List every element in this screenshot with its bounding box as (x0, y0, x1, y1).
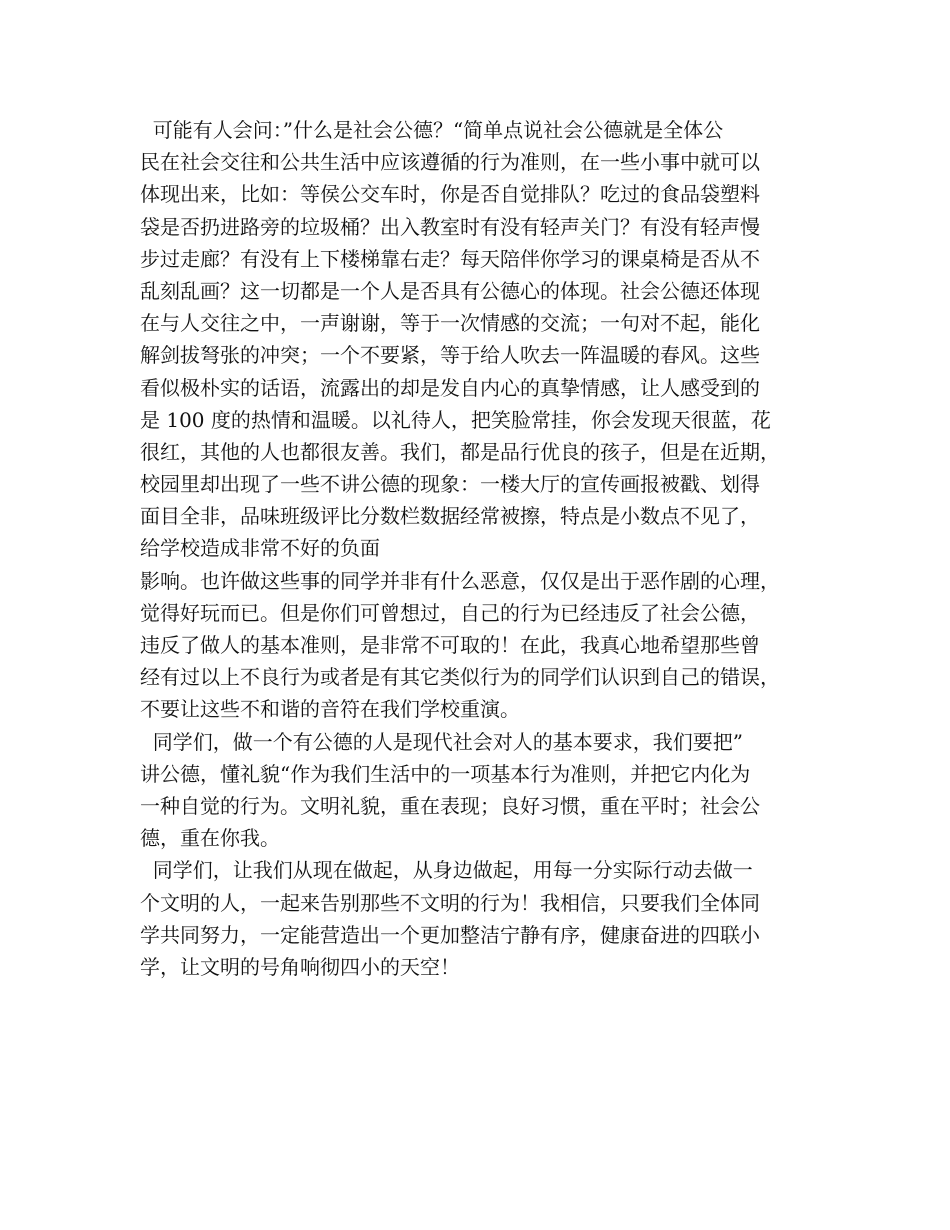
text-line: 学，让文明的号角响彻四小的天空！ (140, 954, 460, 979)
text-line: 讲公德，懂礼貌“作为我们生活中的一项基本行为准则，并把它内化为 (140, 761, 751, 786)
document-body (140, 114, 820, 983)
text-line: 民在社会交往和公共生活中应该遵循的行为准则，在一些小事中就可以 (140, 150, 760, 175)
text-line: 一种自觉的行为。文明礼貌，重在表现；良好习惯，重在平时；社会公 (140, 793, 760, 818)
text-line: 面目全非，品味班级评比分数栏数据经常被擦，特点是小数点不见了， (140, 504, 760, 529)
text-line: 可能有人会问：”什么是社会公德？“简单点说社会公德就是全体公 (140, 118, 724, 142)
text-line: 袋是否扔进路旁的垃圾桶？出入教室时有没有轻声关门？有没有轻声慢 (140, 214, 760, 239)
text-line: 违反了做人的基本准则，是非常不可取的！在此，我真心地希望那些曾 (140, 633, 760, 657)
text-line: 影响。也许做这些事的同学并非有什么恶意，仅仅是出于恶作剧的心理， (140, 568, 780, 593)
text-line: 看似极朴实的话语，流露出的却是发自内心的真挚情感，让人感受到的 (140, 375, 760, 400)
text-line: 体现出来，比如：等侯公交车时，你是否自觉排队？吃过的食品袋塑料 (140, 182, 760, 207)
text-line: 经有过以上不良行为或者是有其它类似行为的同学们认识到自己的错误， (140, 665, 780, 690)
text-line: 给学校造成非常不好的负面 (140, 536, 380, 561)
text-line: 同学们，做一个有公德的人是现代社会对人的基本要求，我们要把” (140, 729, 743, 754)
text-line: 觉得好玩而已。但是你们可曾想过，自己的行为已经违反了社会公德， (140, 600, 760, 625)
text-line: 在与人交往之中，一声谢谢，等于一次情感的交流；一句对不起，能化 (140, 311, 760, 336)
text-line: 学共同努力，一定能营造出一个更加整洁宁静有序，健康奋进的四联小 (140, 922, 760, 947)
text-line: 德，重在你我。 (140, 826, 280, 851)
text-line: 校园里却出现了一些不讲公德的现象：一楼大厅的宣传画报被戳、划得 (140, 472, 760, 497)
text-line: 步过走廊？有没有上下楼梯靠右走？每天陪伴你学习的课桌椅是否从不 (140, 246, 760, 271)
text-line: 很红，其他的人也都很友善。我们，都是品行优良的孩子，但是在近期， (140, 439, 780, 464)
text-line: 解剑拔弩张的冲突；一个不要紧，等于给人吹去一阵温暖的春风。这些 (140, 343, 760, 368)
text-line: 是 100 度的热情和温暖。以礼待人，把笑脸常挂，你会发现天很蓝，花 (140, 407, 771, 432)
text-line: 个文明的人，一起来告别那些不文明的行为！我相信，只要我们全体同 (140, 890, 760, 915)
text-line: 乱刻乱画？这一切都是一个人是否具有公德心的体现。社会公德还体现 (140, 278, 760, 303)
text-line: 同学们，让我们从现在做起，从身边做起，用每一分实际行动去做一 (140, 858, 753, 883)
text-line: 不要让这些不和谐的音符在我们学校重演。 (140, 697, 520, 722)
